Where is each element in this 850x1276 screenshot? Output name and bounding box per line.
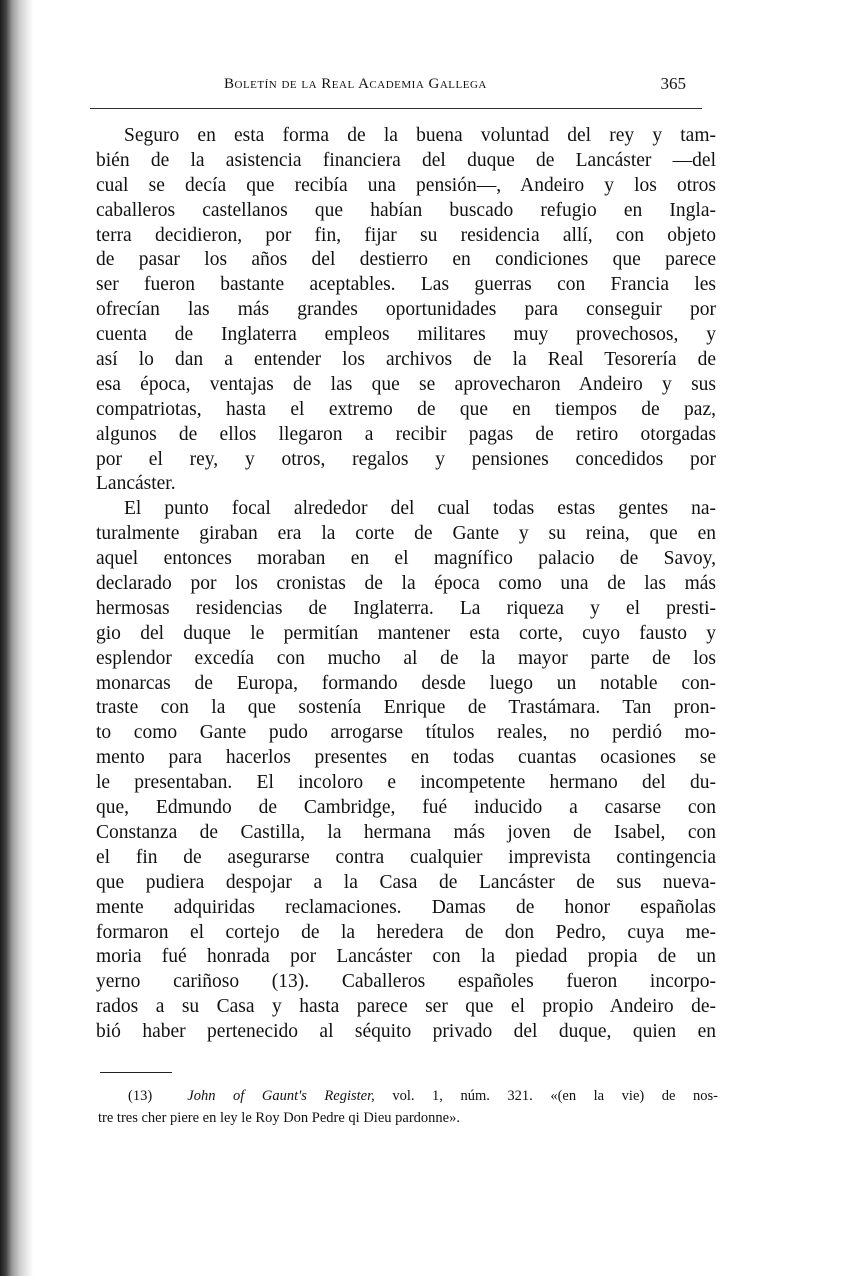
- text-line: cual se decía que recibía una pensión—, Andeiro y los otros: [96, 174, 716, 196]
- footnote-13-line-1: [98, 1085, 718, 1107]
- text-line: gio del duque le permitían mantener esta corte, cuyo fausto y: [96, 622, 716, 644]
- footnotes: [98, 1085, 718, 1129]
- text-line: Constanza de Castilla, la hermana más joven de Isabel, con: [96, 821, 716, 843]
- text-line: declarado por los cronistas de la época como una de las más: [96, 573, 716, 595]
- text-line: bió haber pertenecido al séquito privado del duque, quien en: [96, 1021, 716, 1043]
- text-line: que, Edmundo de Cambridge, fué inducido a casarse con: [96, 797, 716, 819]
- page-number: 365: [660, 74, 686, 93]
- text-line: el fin de asegurarse contra cualquier imprevista contingencia: [96, 846, 716, 868]
- text-line: Lancáster.: [96, 473, 176, 495]
- text-line: que pudiera despojar a la Casa de Lancáster de sus nueva-: [96, 871, 716, 893]
- text-line: mento para hacerlos presentes en todas cuantas ocasiones se: [96, 747, 716, 769]
- text-line: El punto focal alrededor del cual todas estas gentes na-: [124, 498, 716, 520]
- text-line: to como Gante pudo arrogarse títulos reales, no perdió mo-: [96, 722, 716, 744]
- text-line: cuenta de Inglaterra empleos militares muy provechosos, y: [96, 324, 716, 346]
- footnote-marker: (13): [128, 1088, 153, 1104]
- text-line: formaron el cortejo de la heredera de don Pedro, cuya me-: [96, 921, 716, 943]
- body-text: [96, 124, 716, 1045]
- header-rule: [90, 108, 702, 109]
- footnote-title: John of Gaunt's Register,: [187, 1088, 375, 1104]
- scan-binding-edge: [0, 0, 34, 1276]
- text-line: terra decidieron, por fin, fijar su residencia allí, con objeto: [96, 224, 716, 246]
- text-line: compatriotas, hasta el extremo de que en tiempos de paz,: [96, 398, 716, 420]
- text-line: esplendor excedía con mucho al de la mayor parte de los: [96, 647, 716, 669]
- text-line: así lo dan a entender los archivos de la Real Tesorería de: [96, 349, 716, 371]
- text-line: rados a su Casa y hasta parece ser que el propio Andeiro de-: [96, 996, 716, 1018]
- running-title: Boletín de la Real Academia Gallega: [224, 76, 487, 92]
- text-line: yerno cariñoso (13). Caballeros españoles fueron incorpo-: [96, 971, 716, 993]
- text-line: ofrecían las más grandes oportunidades para conseguir por: [96, 299, 716, 321]
- text-line: por el rey, y otros, regalos y pensiones concedidos por: [96, 448, 716, 470]
- text-line: aquel entonces moraban en el magnífico palacio de Savoy,: [96, 548, 716, 570]
- text-line: esa época, ventajas de las que se aprovecharon Andeiro y sus: [96, 373, 716, 395]
- text-line: le presentaban. El incoloro e incompetente hermano del du-: [96, 772, 716, 794]
- text-line: ser fueron bastante aceptables. Las guerras con Francia les: [96, 274, 716, 296]
- text-line: turalmente giraban era la corte de Gante y su reina, que en: [96, 523, 716, 545]
- text-line: mente adquiridas reclamaciones. Damas de honor españolas: [96, 896, 716, 918]
- footnote-text: vol. 1, núm. 321. «(en la vie) de nos-: [392, 1088, 718, 1104]
- text-line: moria fué honrada por Lancáster con la piedad propia de un: [96, 946, 716, 968]
- footnote-13-line-2: tre tres cher piere en ley le Roy Don Pedre qi Dieu pardonne».: [98, 1110, 460, 1126]
- text-line: de pasar los años del destierro en condiciones que parece: [96, 249, 716, 271]
- footnote-rule: [100, 1072, 172, 1073]
- text-line: hermosas residencias de Inglaterra. La riqueza y el presti-: [96, 597, 716, 619]
- text-line: algunos de ellos llegaron a recibir pagas de retiro otorgadas: [96, 423, 716, 445]
- text-line: Seguro en esta forma de la buena voluntad del rey y tam-: [124, 125, 716, 146]
- text-line: monarcas de Europa, formando desde luego un notable con-: [96, 672, 716, 694]
- text-line: caballeros castellanos que habían buscado refugio en Ingla-: [96, 199, 716, 221]
- running-header: [96, 76, 716, 98]
- text-line: bién de la asistencia financiera del duque de Lancáster —del: [96, 149, 716, 171]
- text-line: traste con la que sostenía Enrique de Trastámara. Tan pron-: [96, 697, 716, 719]
